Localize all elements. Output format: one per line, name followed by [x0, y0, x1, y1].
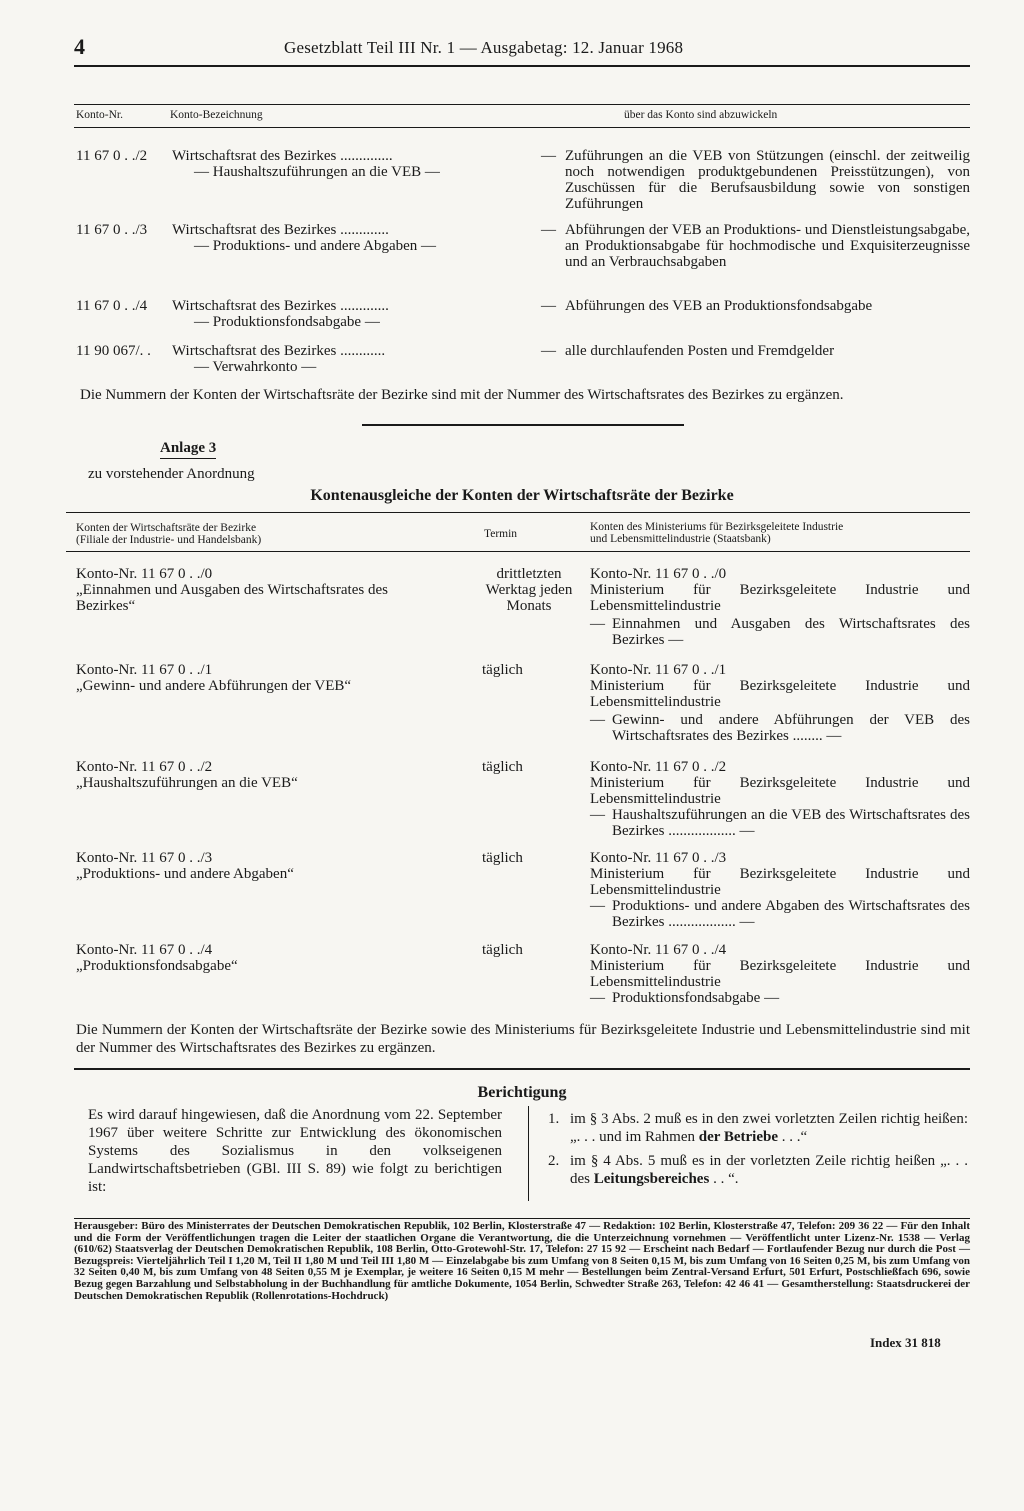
- table2-header: [66, 512, 970, 552]
- ministerium-name: Ministerium für Bezirksgeleitete Industrie und Lebensmittelindustrie: [590, 866, 970, 898]
- termin: täglich: [482, 850, 523, 866]
- konto-bezeichnung: [172, 148, 512, 180]
- abwicklung-text: Zuführungen an die VEB von Stützungen (einschl. der zeitweilig noch notwendigen produktgebundenen Preisstützungen), von Zuschüssen für die Berufsausbildung sowie von sonstigen Zuführungen: [565, 148, 970, 212]
- bez-line2: — Haushaltszuführungen an die VEB —: [194, 164, 440, 180]
- konto-nr: Konto-Nr. 11 67 0 . ./2: [76, 759, 213, 775]
- col-termin: Termin: [484, 528, 518, 540]
- konto-bezeichnung: „Produktions- und andere Abgaben“: [76, 866, 294, 882]
- bez-line1: Wirtschaftsrat des Bezirkes .............: [172, 222, 389, 238]
- table1-header: [74, 104, 970, 128]
- item-number: 1.: [548, 1111, 560, 1127]
- konto-zweck: Produktionsfondsabgabe —: [612, 990, 780, 1006]
- header-rule: [74, 65, 970, 67]
- bez-line2: — Produktionsfondsabgabe —: [194, 314, 380, 330]
- konto-ministerium: Konto-Nr. 11 67 0 . ./2 Ministerium für Bezirksgeleitete Industrie und Lebensmittelindustrie — Haushaltszuführungen an die VEB des Wirtschaftsrates des Bezirkes .................. —: [590, 759, 970, 839]
- termin: täglich: [482, 662, 523, 678]
- page-number: 4: [74, 34, 85, 59]
- konto-ministerium: Konto-Nr. 11 67 0 . ./1 Ministerium für Bezirksgeleitete Industrie und Lebensmittelindustrie — Gewinn- und andere Abführungen der VEB des Wirtschaftsrates des Bezirkes ........ —: [590, 662, 970, 744]
- ministerium-name: Ministerium für Bezirksgeleitete Industrie und Lebensmittelindustrie: [590, 958, 970, 990]
- anlage-title: Anlage 3: [160, 440, 216, 459]
- footer-rule: [74, 1218, 970, 1219]
- konto-bezeichnung: [172, 298, 512, 330]
- col3-line2: und Lebensmittelindustrie (Staatsbank): [590, 533, 771, 545]
- col-konten-ministerium: [590, 521, 970, 545]
- col-konten-wirtschaftsraete: [76, 522, 466, 546]
- index-number: Index 31 818: [870, 1335, 941, 1350]
- konto-wirtschaftsrat: [76, 759, 476, 791]
- impressum: Herausgeber: Büro des Ministerrates der Deutschen Demokratischen Republik, 102 Berlin, Klosterstraße 47 — Redaktion: 102 Berlin, Klosterstraße 47, Telefon: 209 36 22 — Für den Inhalt und die Form der Veröffentlichungen tragen die Leiter der staatlichen Organe die Verantwortung, die die Unterzeichnung vornehmen — Veröffentlicht unter Lizenz-Nr. 1538 — Verlag (610/62) Staatsverlag der Deutschen Demokratischen Republik, 108 Berlin, Otto-Grotewohl-Str. 17, Telefon: 27 15 92 — Erscheint nach Bedarf — Fortlaufender Bezug nur durch die Post — Bezugspreis: Vierteljährlich Teil I 1,20 M, Teil II 1,80 M und Teil III 1,80 M — Einzelabgabe bis zum Umfang von 8 Seiten 0,15 M, bis zum Umfang von 16 Seiten 0,25 M, bis zum Umfang von 32 Seiten 0,40 M, bis zum Umfang von 48 Seiten 0,55 M je Exemplar, je weitere 16 Seiten 0,15 M mehr — Bestellungen beim Zentral-Versand Erfurt, 501 Erfurt, Postschließfach 696, sowie Bezug gegen Barzahlung und Selbstabholung in der Buchhandlung für amtliche Dokumente, 1054 Berlin, Schwedter Straße 263, Telefon: 42 46 41 — Gesamtherstellung: Staatsdruckerei der Deutschen Demokratischen Republik (Rollenrotations-Hochdruck): [74, 1220, 970, 1302]
- konto-nr: Konto-Nr. 11 67 0 . ./0: [76, 566, 213, 582]
- konto-ministerium: Konto-Nr. 11 67 0 . ./3 Ministerium für Bezirksgeleitete Industrie und Lebensmittelindustrie — Produktions- und andere Abgaben des Wirtschaftsrates des Bezirkes .................. —: [590, 850, 970, 930]
- list-item: [548, 1152, 968, 1188]
- berichtigung-text: Es wird darauf hingewiesen, daß die Anordnung vom 22. September 1967 über weitere Schritte zur Entwicklung des ökonomischen Systems des Sozialismus in den volkseigenen Landwirtschaftsbetrieben (GBl. III S. 89) wie folgt zu berichtigen ist:: [88, 1107, 502, 1195]
- col3-line1: Konten des Ministeriums für Bezirksgeleitete Industrie: [590, 521, 844, 533]
- konto-zweck: Gewinn- und andere Abführungen der VEB des Wirtschaftsrates des Bezirkes ........ —: [612, 712, 970, 744]
- konto-ministerium: Konto-Nr. 11 67 0 . ./0 Ministerium für Bezirksgeleitete Industrie und Lebensmittelindustrie — Einnahmen und Ausgaben des Wirtschaftsrates des Bezirkes —: [590, 566, 970, 648]
- konto-ministerium: Konto-Nr. 11 67 0 . ./4 Ministerium für Bezirksgeleitete Industrie und Lebensmittelindustrie — Produktionsfondsabgabe —: [590, 942, 970, 1006]
- konto-bezeichnung: [172, 343, 512, 375]
- col-abzuwickeln: über das Konto sind abzuwickeln: [624, 109, 778, 121]
- bez-line2: — Verwahrkonto —: [194, 359, 317, 375]
- konto-nr: Konto-Nr. 11 67 0 . ./1: [76, 662, 213, 678]
- anlage-heading: Kontenausgleiche der Konten der Wirtschaftsräte der Bezirke: [310, 487, 734, 504]
- col1-line1: Konten der Wirtschaftsräte der Bezirke: [76, 522, 257, 534]
- item-end: . . .“: [781, 1129, 808, 1145]
- page-title: Gesetzblatt Teil III Nr. 1 — Ausgabetag: 12. Januar 1968: [284, 38, 684, 57]
- konto-wirtschaftsrat: [76, 662, 476, 694]
- col1-line2: (Filiale der Industrie- und Handelsbank): [76, 534, 262, 546]
- anlage-subtitle: zu vorstehender Anordnung: [88, 466, 255, 482]
- konto-bezeichnung: „Haushaltszuführungen an die VEB“: [76, 775, 298, 791]
- col-konto-bezeichnung: Konto-Bezeichnung: [170, 109, 263, 121]
- table2-note: Die Nummern der Konten der Wirtschaftsräte der Bezirke sowie des Ministeriums für Bezirksgeleitete Industrie und Lebensmittelindustrie sind mit der Nummer des Wirtschaftsrates des Bezirkes zu ergänzen.: [76, 1022, 970, 1056]
- konto-wirtschaftsrat: [76, 566, 476, 614]
- abwicklung-text: Abführungen der VEB an Produktions- und Dienstleistungsabgabe, an Produktionsabgabe für hochmodische und Exquisiterzeugnisse und an Verbrauchsabgaben: [565, 222, 970, 270]
- konto-nr: Konto-Nr. 11 67 0 . ./0: [590, 566, 727, 582]
- abwicklung-text: alle durchlaufenden Posten und Fremdgelder: [565, 343, 835, 359]
- termin: täglich: [482, 759, 523, 775]
- termin: täglich: [482, 942, 523, 958]
- item-number: 2.: [548, 1153, 560, 1169]
- page-header: [74, 34, 970, 64]
- konto-nr: Konto-Nr. 11 67 0 . ./1: [590, 662, 727, 678]
- konto-nr: 11 67 0 . ./2: [76, 148, 148, 164]
- bez-line1: Wirtschaftsrat des Bezirkes ..............: [172, 148, 393, 164]
- bez-line2: — Produktions- und andere Abgaben —: [194, 238, 437, 254]
- konto-bezeichnung: „Produktionsfondsabgabe“: [76, 958, 238, 974]
- konto-zweck: Haushaltszuführungen an die VEB des Wirtschaftsrates des Bezirkes .................. —: [612, 807, 970, 839]
- konto-zweck: Produktions- und andere Abgaben des Wirtschaftsrates des Bezirkes .................. —: [612, 898, 970, 930]
- konto-nr: Konto-Nr. 11 67 0 . ./2: [590, 759, 727, 775]
- ministerium-name: Ministerium für Bezirksgeleitete Industrie und Lebensmittelindustrie: [590, 775, 970, 807]
- abwicklung-text: Abführungen des VEB an Produktionsfondsabgabe: [565, 298, 873, 314]
- konto-nr: 11 67 0 . ./3: [76, 222, 148, 238]
- konto-nr: Konto-Nr. 11 67 0 . ./4: [590, 942, 727, 958]
- konto-nr: 11 67 0 . ./4: [76, 298, 148, 314]
- table1-note: Die Nummern der Konten der Wirtschaftsräte der Bezirke sind mit der Nummer des Wirtschaftsrates des Bezirkes zu ergänzen.: [80, 387, 844, 403]
- konto-bezeichnung: [172, 222, 512, 254]
- item-bold: Leitungsbereiches: [593, 1171, 710, 1187]
- list-item: [548, 1110, 968, 1146]
- konto-nr: 11 90 067/. .: [76, 343, 151, 359]
- berichtigung-title: Berichtigung: [477, 1084, 567, 1101]
- konto-nr: Konto-Nr. 11 67 0 . ./4: [76, 942, 213, 958]
- col-konto-nr: Konto-Nr.: [76, 109, 123, 121]
- konto-nr: Konto-Nr. 11 67 0 . ./3: [76, 850, 213, 866]
- item-bold: der Betriebe: [698, 1129, 779, 1145]
- berichtigung-items: [548, 1110, 968, 1194]
- section-divider: [74, 1068, 970, 1070]
- item-end: . . “.: [713, 1171, 739, 1187]
- item-text: im § 4 Abs. 5 muß es in der vorletzten Zeile richtig heißen „. . . des: [570, 1153, 968, 1187]
- konto-wirtschaftsrat: [76, 942, 476, 974]
- section-divider: [362, 424, 684, 426]
- ministerium-name: Ministerium für Bezirksgeleitete Industrie und Lebensmittelindustrie: [590, 582, 970, 614]
- bez-line1: Wirtschaftsrat des Bezirkes ............: [172, 343, 386, 359]
- termin: drittletzten Werktag jeden Monats: [485, 566, 573, 614]
- konto-zweck: Einnahmen und Ausgaben des Wirtschaftsrates des Bezirkes —: [612, 616, 970, 648]
- konto-nr: Konto-Nr. 11 67 0 . ./3: [590, 850, 727, 866]
- ministerium-name: Ministerium für Bezirksgeleitete Industrie und Lebensmittelindustrie: [590, 678, 970, 710]
- konto-bezeichnung: „Gewinn- und andere Abführungen der VEB“: [76, 678, 352, 694]
- item-text: im § 3 Abs. 2 muß es in den zwei vorletzten Zeilen richtig heißen: „. . . und im Rahmen: [570, 1111, 968, 1145]
- column-divider: [528, 1106, 529, 1201]
- konto-bezeichnung: „Einnahmen und Ausgaben des Wirtschaftsrates des Bezirkes“: [76, 582, 388, 614]
- konto-wirtschaftsrat: [76, 850, 476, 882]
- bez-line1: Wirtschaftsrat des Bezirkes .............: [172, 298, 389, 314]
